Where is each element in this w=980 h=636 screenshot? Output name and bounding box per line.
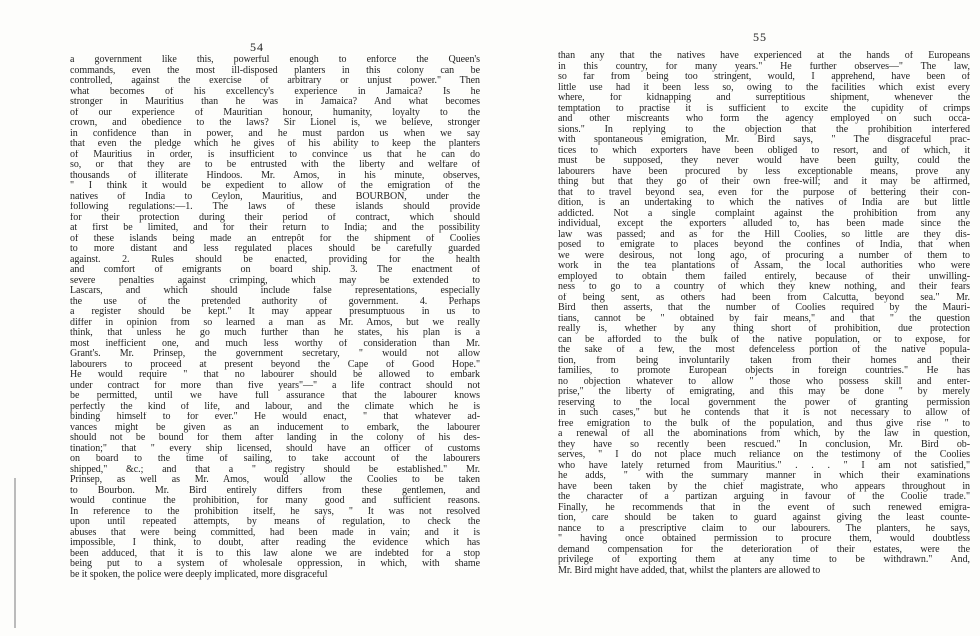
text-line: of our experience of Mauritian honour, humanity, loyalty to the [70,107,480,118]
text-line: He would require " that no labourer should be allowed to embark [70,370,480,380]
text-line: following regulations:—1. The laws of these islands should provide [70,202,480,212]
text-line: tination;" that " every ship licensed, should have an officer of customs [70,443,480,454]
text-line: impossible, I think, to doubt, after reading the evidence which has [70,538,480,548]
text-line: little use had it been less so, owing to the facilities which exist every [558,82,970,93]
text-line: that even the pledge which he gives of his ability to keep the planters [70,139,480,149]
text-line: so far from being too stringent, would, I apprehend, have been of [558,72,970,82]
text-line: most inefficient one, and much less worthy of consideration than Mr. [70,338,480,349]
text-line: to more distant and less regulated places should be carefully guarded [70,244,480,254]
text-line: controlled, against the exercise of arbitrary or unjust power." Then [70,76,480,86]
text-line: labourers to proceed at present beyond the Cape of Good Hope." [70,359,480,370]
text-line: where, for kidnapping and surreptitious shipment, whenever the [558,93,970,103]
text-line: Bird then asserts, that the number of Coolies required by the Mauri- [558,303,970,313]
text-line: In reference to the prohibition itself, he says, " It was not resolved [70,506,480,517]
text-line: Finally, he recommends that in the event of such renewed emigra- [558,502,970,513]
text-line: stronger in Mauritius than he was in Jamaica? And what becomes [70,97,480,107]
text-line: families, to promote European objects in foreign countries." He has [558,366,970,376]
text-line: tians, cannot be " obtained by fair means," and that " the question [558,313,970,324]
text-line: commands, even the most ill-disposed planters in this colony can be [70,65,480,76]
text-line: can be afforded to the bulk of the native population, or to expose, for [558,334,970,345]
text-line: in this country, for many years." He further observes—" The law, [558,61,970,72]
text-line: they have so recently been rescued." In conclusion, Mr. Bird ob- [558,439,970,450]
text-line: work in the tea plantations of Assam, the local authorities who were [558,261,970,271]
text-line: addicted. Not a single complaint against the prohibition from any [558,208,970,219]
text-line: a renewal of all the abominations from which, by the law in question, [558,429,970,439]
text-line: he adds, " with the summary manner in which their examinations [558,471,970,481]
text-line: a government like this, powerful enough to enforce the Queen's [70,55,480,65]
text-line: law was passed; and as for the Hill Coolies, so little are they dis- [558,229,970,240]
text-line: think, that unless he go much further than he states, his plan is a [70,328,480,338]
text-line: perfectly the kind of life, and labour, and the climate which he is [70,401,480,412]
text-line: and other miscreants who form the agency employed on such occa- [558,114,970,124]
text-line: " I think it would be expedient to allow of the emigration of the [70,181,480,191]
text-line: abuses that were being committed, had been made in vain; and it is [70,527,480,538]
left-page [70,0,480,636]
text-line: dition, is an undertaking to which the natives of India are but little [558,198,970,208]
text-line: shipped," &c.; and that a " registry should be established." Mr. [70,464,480,475]
text-line: free emigration to the bulk of the population, and thus give rise " to [558,418,970,429]
text-line: tion, from being involuntarily taken from their homes and their [558,355,970,366]
text-line: privilege of exporting them at any time to be withdrawn." And, [558,555,970,565]
text-line: posed to emigrate to places beyond the confines of India, that when [558,240,970,250]
page-number: 54 [250,40,264,54]
text-line: upon until repeated attempts, by means of regulation, to check the [70,517,480,527]
text-line: labourers have been procured by less exceptionable means, prove any [558,166,970,177]
text-block [70,55,480,580]
margin-mark [14,478,16,628]
text-line: reserving to the local government the power of granting permission [558,397,970,408]
text-line: to Bourbon. Mr. Bird entirely differs from these gentlemen, and [70,485,480,496]
text-line: sions." In replying to the objection that the prohibition interfered [558,124,970,135]
text-line: of being sent, as others had been from Calcutta, beyond sea." Mr. [558,292,970,303]
text-line: so, or that they are to be entrusted with the liberty and welfare of [70,160,480,170]
text-line: would continue the prohibition, for many good and sufficient reasons. [70,496,480,506]
text-line: of these islands being made an entrepôt for the shipment of Coolies [70,233,480,244]
text-line: be it spoken, the police were deeply implicated, more disgraceful [70,569,328,580]
text-line: binding himself to for ever." He would enact, " that whatever ad- [70,412,480,422]
text-line: the use of the pretended authority of government. 4. Perhaps [70,296,480,307]
text-line: no objection whatever to allow " those who possess skill and enter- [558,376,970,387]
text-line: that to travel beyond sea, even for the purpose of bettering their con- [558,187,970,198]
text-line: been adduced, that it is to this law alone we are indebted for a stop [70,548,480,559]
text-line: should not be bound for them after landing in the colony of his des- [70,433,480,443]
text-line: prise," the liberty of emigrating, and this may be done " by merely [558,387,970,397]
text-line: thing but that they go of their own free-will; and it may be affirmed, [558,177,970,187]
text-line: have been taken by the chief magistrate, who appears throughout in [558,481,970,492]
text-line: individual, except the exporters alluded to, has been made since the [558,219,970,229]
text-line: must be supposed, they never would have been guilty, could the [558,156,970,166]
text-line: Prinsep, as well as Mr. Amos, would allow the Coolies to be taken [70,475,480,485]
text-line: and comfort of emigrants on board ship. 3. The enactment of [70,265,480,275]
text-line: than any that the natives have experienced at the hands of Europeans [558,51,970,61]
text-line: being put to a system of wholesale oppression, in which, with shame [70,559,480,569]
text-line: in confidence than in power, and he must pardon us when we say [70,128,480,139]
text-line: crown, and obedience to the laws? Sir Lionel is, we believe, stronger [70,118,480,128]
text-line: Lascars, and which should include false representations, especially [70,286,480,296]
text-line: what becomes of his excellency's experience in Jamaica? Is he [70,86,480,97]
text-line: demand compensation for the deterioration of their estates, were the [558,544,970,555]
text-line: we were desirous, not long ago, of procuring a number of them to [558,250,970,261]
text-line: who have lately returned from Mauritius." . . . " I am not satisfied," [558,460,970,471]
text-line: against. 2. Rules should be enacted, providing for the health [70,254,480,265]
text-line: " having once obtained permission to procure them, would doubtless [558,534,970,544]
text-line: on board to the time of sailing, to take account of the labourers [70,454,480,464]
text-line: of Mauritius in order, is insufficient to convince us that he can do [70,149,480,160]
text-line: tices to which exporters have been obliged to resort, and of which, it [558,145,970,156]
text-line: for their protection during their period of contract, which should [70,212,480,223]
text-line: tion, care should be taken to guard against giving the least counte- [558,513,970,523]
page-number: 55 [753,30,767,44]
text-line: under contract for more than five years"—" a life contract should not [70,380,480,391]
text-line: the character of a partizan arguing in favour of the Coolie trade." [558,492,970,502]
text-line: Mr. Bird might have added, that, whilst the planters are allowed to [558,565,821,576]
text-line: the sake of a few, the most defenceless portion of the native popula- [558,345,970,355]
text-line: nance to a prescriptive claim to our labourers. The planters, he says, [558,523,970,534]
text-line: a register should be kept." It may appear presumptuous in us to [70,307,480,317]
text-block [558,51,970,576]
text-line: serves, " I do not place much reliance on the testimony of the Coolies [558,450,970,460]
text-line: natives of India to Ceylon, Mauritius, and BOURBON, under the [70,191,480,202]
text-line: at first be limited, and for their return to India; and the possibility [70,223,480,233]
text-line: really is, whether by any thing short of prohibition, due protection [558,324,970,334]
text-line: Grant's. Mr. Prinsep, the government secretary, " would not allow [70,349,480,359]
text-line: differ in opinion from so learned a man as Mr. Amos, but we really [70,317,480,328]
text-line: severe penalties against crimping, which may be extended to [70,275,480,286]
text-line: with spontaneous emigration, Mr. Bird says, " The disgraceful prac- [558,135,970,145]
right-page [558,0,970,636]
text-line: thousands of illiterate Hindoos. Mr. Amos, in his minute, observes, [70,170,480,181]
text-line: temptation to practise it is sufficient to excite the cupidity of crimps [558,103,970,114]
text-line: vances might be given as an inducement to embark, the labourer [70,422,480,433]
text-line: be permitted, until we have full assurance that the labourer knows [70,391,480,401]
text-line: ness to go to a country of which they knew nothing, and their fears [558,282,970,292]
text-line: employed to obtain them failed entirely, because of their unwilling- [558,271,970,282]
text-line: in such cases," but he contends that it is not necessary to allow of [558,408,970,418]
